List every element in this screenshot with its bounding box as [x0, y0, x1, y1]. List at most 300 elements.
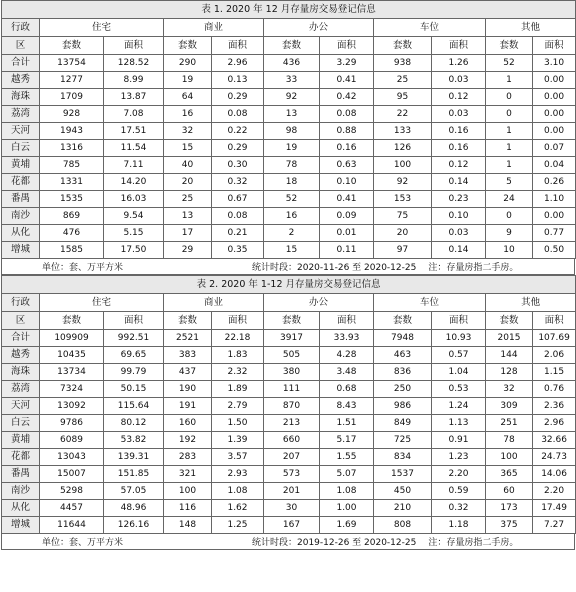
table-cell: 0.03 — [432, 106, 486, 123]
table-cell: 0.91 — [432, 432, 486, 449]
district-name: 海珠 — [2, 364, 40, 381]
table-cell: 17.51 — [104, 123, 164, 140]
table-row — [2, 72, 576, 89]
table-cell: 0.00 — [533, 72, 576, 89]
district-header-top: 行政 — [2, 294, 40, 312]
table-cell: 7.27 — [533, 517, 576, 534]
table-cell: 7.11 — [104, 157, 164, 174]
table-cell: 1.89 — [212, 381, 264, 398]
table-cell: 375 — [486, 517, 533, 534]
table-cell: 14.06 — [533, 466, 576, 483]
table-cell: 836 — [374, 364, 432, 381]
table-cell: 167 — [264, 517, 320, 534]
table-cell: 2521 — [164, 330, 212, 347]
group-header: 商业 — [164, 19, 264, 37]
table-cell: 1316 — [40, 140, 104, 157]
table-cell: 144 — [486, 347, 533, 364]
table-cell: 2.96 — [533, 415, 576, 432]
table-cell: 1.13 — [432, 415, 486, 432]
table-cell: 173 — [486, 500, 533, 517]
table-cell: 133 — [374, 123, 432, 140]
table-cell: 0.50 — [533, 242, 576, 259]
table-cell: 0.14 — [432, 174, 486, 191]
area-header: 面积 — [432, 37, 486, 55]
table-row — [2, 381, 576, 398]
district-name: 增城 — [2, 242, 40, 259]
table-cell: 126.16 — [104, 517, 164, 534]
table-cell: 60 — [486, 483, 533, 500]
group-header: 住宅 — [40, 19, 164, 37]
table-cell: 13 — [264, 106, 320, 123]
units-header: 套数 — [486, 37, 533, 55]
table-cell: 1.50 — [212, 415, 264, 432]
table-cell: 0.41 — [320, 72, 374, 89]
table-cell: 450 — [374, 483, 432, 500]
table-cell: 9.54 — [104, 208, 164, 225]
table-row — [2, 140, 576, 157]
table-cell: 1.39 — [212, 432, 264, 449]
table-cell: 15007 — [40, 466, 104, 483]
table-cell: 290 — [164, 55, 212, 72]
table-yearly — [1, 275, 575, 550]
table-cell: 11644 — [40, 517, 104, 534]
table-cell: 0.00 — [533, 208, 576, 225]
table-cell: 13 — [164, 208, 212, 225]
table-cell: 0.08 — [212, 106, 264, 123]
table-cell: 505 — [264, 347, 320, 364]
table-cell: 1.55 — [320, 449, 374, 466]
table-cell: 78 — [264, 157, 320, 174]
table-cell: 476 — [40, 225, 104, 242]
area-header: 面积 — [212, 312, 264, 330]
table-cell: 1943 — [40, 123, 104, 140]
table-row — [2, 208, 576, 225]
table-cell: 75 — [374, 208, 432, 225]
table-cell: 20 — [164, 174, 212, 191]
table-cell: 13754 — [40, 55, 104, 72]
table-row — [2, 466, 576, 483]
table-cell: 52 — [264, 191, 320, 208]
table-cell: 0.08 — [320, 106, 374, 123]
table-cell: 99.79 — [104, 364, 164, 381]
table-row — [2, 106, 576, 123]
table-cell: 33.93 — [320, 330, 374, 347]
table-cell: 0.26 — [533, 174, 576, 191]
table-cell: 32.66 — [533, 432, 576, 449]
table-row — [2, 225, 576, 242]
group-header: 商业 — [164, 294, 264, 312]
table-cell: 109909 — [40, 330, 104, 347]
units-header: 套数 — [164, 37, 212, 55]
table-cell: 15 — [164, 140, 212, 157]
table-cell: 0.88 — [320, 123, 374, 140]
table-cell: 95 — [374, 89, 432, 106]
district-name: 白云 — [2, 140, 40, 157]
district-name: 合计 — [2, 55, 40, 72]
district-name: 白云 — [2, 415, 40, 432]
remark-note: 注：存量房指二手房。 — [428, 538, 519, 548]
group-header: 车位 — [374, 19, 486, 37]
table-cell: 8.43 — [320, 398, 374, 415]
table-cell: 98 — [264, 123, 320, 140]
table-row — [2, 242, 576, 259]
table-cell: 3.29 — [320, 55, 374, 72]
district-name: 从化 — [2, 225, 40, 242]
table-cell: 116 — [164, 500, 212, 517]
table-cell: 17 — [164, 225, 212, 242]
table-cell: 78 — [486, 432, 533, 449]
table-cell: 251 — [486, 415, 533, 432]
table-cell: 2.36 — [533, 398, 576, 415]
table-cell: 834 — [374, 449, 432, 466]
table-cell: 16 — [264, 208, 320, 225]
table-cell: 2.06 — [533, 347, 576, 364]
table-cell: 463 — [374, 347, 432, 364]
table-cell: 1.23 — [432, 449, 486, 466]
table-cell: 10.93 — [432, 330, 486, 347]
table-cell: 1.15 — [533, 364, 576, 381]
table-cell: 808 — [374, 517, 432, 534]
table-cell: 0.01 — [320, 225, 374, 242]
table-cell: 92 — [374, 174, 432, 191]
table-cell: 1 — [486, 123, 533, 140]
table-cell: 1 — [486, 157, 533, 174]
table-cell: 573 — [264, 466, 320, 483]
table-cell: 0.42 — [320, 89, 374, 106]
units-header: 套数 — [486, 312, 533, 330]
table-cell: 2.93 — [212, 466, 264, 483]
table-cell: 8.99 — [104, 72, 164, 89]
table-cell: 992.51 — [104, 330, 164, 347]
table-cell: 250 — [374, 381, 432, 398]
table-cell: 0.03 — [432, 72, 486, 89]
table-cell: 0.29 — [212, 140, 264, 157]
table-cell: 0.67 — [212, 191, 264, 208]
table-cell: 1.08 — [320, 483, 374, 500]
district-header-bottom: 区 — [2, 312, 40, 330]
table-row — [2, 500, 576, 517]
table-cell: 48.96 — [104, 500, 164, 517]
table-row — [2, 89, 576, 106]
district-name: 越秀 — [2, 347, 40, 364]
table-cell: 0.13 — [212, 72, 264, 89]
area-header: 面积 — [104, 312, 164, 330]
table-cell: 0.41 — [320, 191, 374, 208]
units-header: 套数 — [374, 312, 432, 330]
district-name: 花都 — [2, 449, 40, 466]
table-cell: 0.16 — [320, 140, 374, 157]
table-row — [2, 174, 576, 191]
table-cell: 9 — [486, 225, 533, 242]
table-cell: 151.85 — [104, 466, 164, 483]
table-cell: 0.35 — [212, 242, 264, 259]
table-cell: 25 — [164, 191, 212, 208]
area-header: 面积 — [432, 312, 486, 330]
district-name: 从化 — [2, 500, 40, 517]
table-cell: 1 — [486, 140, 533, 157]
table-cell: 1585 — [40, 242, 104, 259]
table-cell: 2.79 — [212, 398, 264, 415]
table-cell: 24.73 — [533, 449, 576, 466]
table-cell: 5.17 — [320, 432, 374, 449]
table-cell: 1.18 — [432, 517, 486, 534]
table-cell: 1537 — [374, 466, 432, 483]
table-cell: 19 — [164, 72, 212, 89]
table-cell: 436 — [264, 55, 320, 72]
table-footnote — [1, 259, 575, 275]
table-title: 表 2. 2020 年 1-12 月存量房交易登记信息 — [2, 276, 576, 294]
area-header: 面积 — [320, 37, 374, 55]
table-cell: 0.03 — [432, 225, 486, 242]
district-name: 海珠 — [2, 89, 40, 106]
table-cell: 1277 — [40, 72, 104, 89]
table-cell: 1.69 — [320, 517, 374, 534]
table-cell: 115.64 — [104, 398, 164, 415]
table-cell: 15 — [264, 242, 320, 259]
table-cell: 725 — [374, 432, 432, 449]
table-cell: 849 — [374, 415, 432, 432]
table-cell: 2.96 — [212, 55, 264, 72]
table-cell: 2 — [264, 225, 320, 242]
table-cell: 2.20 — [432, 466, 486, 483]
table-cell: 3.48 — [320, 364, 374, 381]
district-name: 黄埔 — [2, 157, 40, 174]
group-header: 其他 — [486, 19, 576, 37]
table-cell: 1331 — [40, 174, 104, 191]
table-monthly — [1, 0, 575, 275]
table-cell: 128.52 — [104, 55, 164, 72]
table-cell: 365 — [486, 466, 533, 483]
table-cell: 111 — [264, 381, 320, 398]
table-cell: 0.08 — [212, 208, 264, 225]
table-cell: 309 — [486, 398, 533, 415]
district-name: 荔湾 — [2, 381, 40, 398]
district-header-bottom: 区 — [2, 37, 40, 55]
table-cell: 13734 — [40, 364, 104, 381]
table-cell: 100 — [374, 157, 432, 174]
district-name: 天河 — [2, 398, 40, 415]
table-cell: 53.82 — [104, 432, 164, 449]
table-cell: 18 — [264, 174, 320, 191]
table-cell: 1.62 — [212, 500, 264, 517]
table-cell: 22.18 — [212, 330, 264, 347]
district-name: 越秀 — [2, 72, 40, 89]
table-cell: 5298 — [40, 483, 104, 500]
table-cell: 192 — [164, 432, 212, 449]
table-cell: 16 — [164, 106, 212, 123]
table-row — [2, 432, 576, 449]
table-cell: 19 — [264, 140, 320, 157]
table-cell: 0.22 — [212, 123, 264, 140]
table-cell: 32 — [164, 123, 212, 140]
table-cell: 1.83 — [212, 347, 264, 364]
group-header: 车位 — [374, 294, 486, 312]
units-header: 套数 — [374, 37, 432, 55]
table-cell: 0.11 — [320, 242, 374, 259]
district-name: 荔湾 — [2, 106, 40, 123]
table-cell: 5 — [486, 174, 533, 191]
table-cell: 0.10 — [432, 208, 486, 225]
table-cell: 0.14 — [432, 242, 486, 259]
table-cell: 0.09 — [320, 208, 374, 225]
table-cell: 437 — [164, 364, 212, 381]
table-cell: 785 — [40, 157, 104, 174]
table-footnote — [1, 534, 575, 550]
table-cell: 24 — [486, 191, 533, 208]
area-header: 面积 — [320, 312, 374, 330]
table-cell: 0.23 — [432, 191, 486, 208]
table-cell: 1.24 — [432, 398, 486, 415]
table-cell: 7324 — [40, 381, 104, 398]
table-cell: 0.10 — [320, 174, 374, 191]
table-cell: 0.59 — [432, 483, 486, 500]
table-cell: 1.51 — [320, 415, 374, 432]
units-header: 套数 — [40, 37, 104, 55]
table-cell: 5.15 — [104, 225, 164, 242]
table-cell: 3.10 — [533, 55, 576, 72]
table-cell: 4.28 — [320, 347, 374, 364]
table-cell: 0 — [486, 89, 533, 106]
table-cell: 869 — [40, 208, 104, 225]
table-cell: 0.00 — [533, 89, 576, 106]
table-cell: 40 — [164, 157, 212, 174]
table-cell: 0.07 — [533, 140, 576, 157]
table-cell: 17.50 — [104, 242, 164, 259]
group-header: 办公 — [264, 294, 374, 312]
unit-note: 单位：套、万平方米 — [42, 538, 124, 548]
table-cell: 0.00 — [533, 106, 576, 123]
table-cell: 13092 — [40, 398, 104, 415]
district-name: 花都 — [2, 174, 40, 191]
table-cell: 16.03 — [104, 191, 164, 208]
district-name: 黄埔 — [2, 432, 40, 449]
table-cell: 928 — [40, 106, 104, 123]
district-name: 增城 — [2, 517, 40, 534]
table-cell: 1.00 — [320, 500, 374, 517]
table-cell: 3917 — [264, 330, 320, 347]
table-cell: 139.31 — [104, 449, 164, 466]
table-cell: 1709 — [40, 89, 104, 106]
area-header: 面积 — [533, 37, 576, 55]
table-cell: 0.04 — [533, 157, 576, 174]
table-row — [2, 517, 576, 534]
units-header: 套数 — [40, 312, 104, 330]
table-row — [2, 449, 576, 466]
units-header: 套数 — [164, 312, 212, 330]
table-cell: 100 — [486, 449, 533, 466]
table-row — [2, 398, 576, 415]
table-cell: 10435 — [40, 347, 104, 364]
table-cell: 207 — [264, 449, 320, 466]
table-cell: 0.16 — [432, 123, 486, 140]
area-header: 面积 — [533, 312, 576, 330]
table-cell: 148 — [164, 517, 212, 534]
table-cell: 128 — [486, 364, 533, 381]
remark-note: 注：存量房指二手房。 — [428, 263, 519, 273]
group-header: 其他 — [486, 294, 576, 312]
table-cell: 153 — [374, 191, 432, 208]
group-header: 住宅 — [40, 294, 164, 312]
table-cell: 22 — [374, 106, 432, 123]
group-header: 办公 — [264, 19, 374, 37]
table-cell: 190 — [164, 381, 212, 398]
table-cell: 380 — [264, 364, 320, 381]
table-cell: 11.54 — [104, 140, 164, 157]
table-cell: 5.07 — [320, 466, 374, 483]
table-cell: 0.76 — [533, 381, 576, 398]
district-name: 南沙 — [2, 208, 40, 225]
table-row — [2, 55, 576, 72]
district-name: 番禺 — [2, 466, 40, 483]
area-header: 面积 — [212, 37, 264, 55]
table-cell: 57.05 — [104, 483, 164, 500]
table-cell: 870 — [264, 398, 320, 415]
table-cell: 6089 — [40, 432, 104, 449]
table-cell: 0.77 — [533, 225, 576, 242]
table-cell: 33 — [264, 72, 320, 89]
table-cell: 0.32 — [432, 500, 486, 517]
table-cell: 1.26 — [432, 55, 486, 72]
table-row — [2, 364, 576, 381]
units-header: 套数 — [264, 37, 320, 55]
table-cell: 0.00 — [533, 123, 576, 140]
table-cell: 321 — [164, 466, 212, 483]
table-row — [2, 347, 576, 364]
table-cell: 50.15 — [104, 381, 164, 398]
table-cell: 80.12 — [104, 415, 164, 432]
table-cell: 97 — [374, 242, 432, 259]
table-cell: 0 — [486, 106, 533, 123]
table-cell: 69.65 — [104, 347, 164, 364]
table-cell: 160 — [164, 415, 212, 432]
table-cell: 2.20 — [533, 483, 576, 500]
table-cell: 17.49 — [533, 500, 576, 517]
table-cell: 0.16 — [432, 140, 486, 157]
district-name: 合计 — [2, 330, 40, 347]
table-cell: 92 — [264, 89, 320, 106]
table-row — [2, 483, 576, 500]
table-cell: 213 — [264, 415, 320, 432]
table-cell: 10 — [486, 242, 533, 259]
table-cell: 1.10 — [533, 191, 576, 208]
table-cell: 0.12 — [432, 89, 486, 106]
table-row — [2, 415, 576, 432]
table-cell: 100 — [164, 483, 212, 500]
table-cell: 1535 — [40, 191, 104, 208]
table-cell: 32 — [486, 381, 533, 398]
table-title: 表 1. 2020 年 12 月存量房交易登记信息 — [2, 1, 576, 19]
table-cell: 201 — [264, 483, 320, 500]
table-cell: 13043 — [40, 449, 104, 466]
table-cell: 660 — [264, 432, 320, 449]
table-cell: 1.25 — [212, 517, 264, 534]
district-name: 天河 — [2, 123, 40, 140]
district-name: 南沙 — [2, 483, 40, 500]
table-cell: 7.08 — [104, 106, 164, 123]
table-cell: 7948 — [374, 330, 432, 347]
table-row — [2, 191, 576, 208]
period-note: 统计时段：2020-11-26 至 2020-12-25 — [252, 263, 417, 273]
table-cell: 938 — [374, 55, 432, 72]
table-cell: 0.32 — [212, 174, 264, 191]
table-cell: 0.57 — [432, 347, 486, 364]
table-cell: 1.08 — [212, 483, 264, 500]
period-note: 统计时段：2019-12-26 至 2020-12-25 — [252, 538, 417, 548]
table-cell: 0.21 — [212, 225, 264, 242]
table-cell: 4457 — [40, 500, 104, 517]
table-cell: 2015 — [486, 330, 533, 347]
table-cell: 9786 — [40, 415, 104, 432]
